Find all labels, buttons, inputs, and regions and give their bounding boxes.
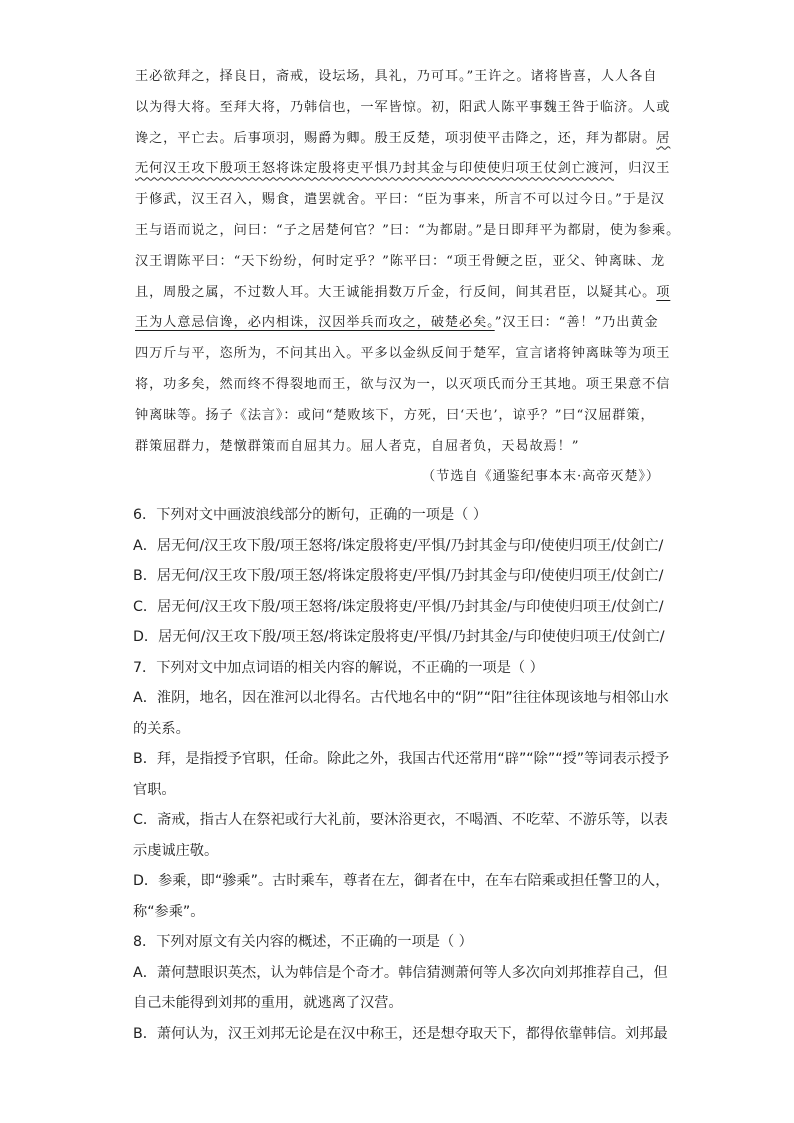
passage-line: 王与语而说之，问曰：“子之居楚何官？”曰：“为都尉。”是日即拜平为都尉，使为参乘。 xyxy=(135,222,681,238)
wavy-underlined-text: 无何汉王攻下殷项王怒将诛定殷将吏平惧乃封其金与印使使归项王仗剑亡渡河 xyxy=(135,161,614,177)
passage-line: 将，功多矣，然而终不得裂地而王，欲与汉为一，以灭项氏而分王其地。项王果意不信 xyxy=(135,376,671,392)
question-6-option-a: A．居无何/汉王攻下殷/项王怒将/诛定殷将吏/平惧/乃封其金与印/使使归项王/仗剑亡/ xyxy=(133,537,664,554)
passage-line: 以为得大将。至拜大将，乃韩信也，一军皆惊。初，阳武人陈平事魏王咎于临济。人或 xyxy=(135,99,671,115)
passage-line xyxy=(135,278,671,309)
passage-text: 谗之，平亡去。后事项羽，赐爵为卿。殷王反楚，项羽使平击降之，还，拜为都尉。 xyxy=(135,130,657,146)
passage-line: 群策屈群力，楚憞群策而自屈其力。屈人者克，自屈者负，天曷故焉！” xyxy=(135,438,580,454)
passage-line: 于修武，汉王召入，赐食，遣罢就舍。平曰：“臣为事来，所言不可以过今日。”于是汉 xyxy=(135,192,665,208)
question-6-option-d: D．居无何/汉王攻下殷/项王怒/将诛定殷将吏/平惧/乃封其金/与印使使归项王/仗剑亡/ xyxy=(133,629,665,645)
question-8-option-a-cont: 自己未能得到刘邦的重用，就逃离了汉营。 xyxy=(133,995,403,1011)
question-7-stem: 7．下列对文中加点词语的相关内容的解说，不正确的一项是（ ） xyxy=(133,659,544,676)
passage-line xyxy=(135,154,671,185)
question-7-option-b: B．拜，是指授予官职，任命。除此之外，我国古代还常用“辟”“除”“授”等词表示授予 xyxy=(133,751,670,767)
underlined-text: 项 xyxy=(656,284,671,300)
question-7-option-b-cont: 官职。 xyxy=(133,781,176,798)
question-7-option-c: C．斋戒，指古人在祭祀或行大礼前，要沐浴更衣，不喝酒、不吃荤、不游乐等，以表 xyxy=(133,812,668,828)
passage-text: ”汉王曰：“善！”乃出黄金 xyxy=(494,315,659,331)
passage-line: 钟离昧等。扬子《法言》：或问“楚败垓下，方死，曰‘天也’，谅乎？”曰“汉屈群策， xyxy=(135,407,655,423)
passage-line: 四万斤与平，恣所为，不问其出入。平多以金纵反间于楚军，宣言诸将钟离昧等为项王 xyxy=(135,346,671,362)
question-7-option-d: D．参乘，即“骖乘”。古时乘车，尊者在左，御者在中，在车右陪乘或担任警卫的人， xyxy=(133,873,670,889)
question-8-stem: 8．下列对原文有关内容的概述，不正确的一项是（ ） xyxy=(133,934,473,950)
underlined-text: 王为人意忌信谗，必内相诛，汉因举兵而攻之，破楚必矣。 xyxy=(135,315,495,331)
question-6-option-c: C．居无何/汉王攻下殷/项王怒将/诛定殷将吏/平惧/乃封其金/与印使使归项王/仗剑亡/ xyxy=(133,598,664,615)
passage-line xyxy=(135,308,660,339)
question-6-stem: 6．下列对文中画波浪线部分的断句，正确的一项是（ ） xyxy=(133,507,488,523)
question-8-option-b: B．萧何认为，汉王刘邦无论是在汉中称王，还是想夺取天下，都得依靠韩信。刘邦最 xyxy=(133,1025,668,1042)
question-6-option-b: B．居无何/汉王攻下殷/项王怒/将诛定殷将吏/平惧/乃封其金与印/使使归项王/仗剑亡/ xyxy=(133,568,664,584)
passage-line: 汉王谓陈平曰：“天下纷纷，何时定乎？”陈平曰：“项王骨鲠之臣，亚父、钟离昧、龙 xyxy=(135,253,666,269)
question-7-option-a: A．淮阴，地名，因在淮河以北得名。古代地名中的“阴”“阳”往往体现该地与相邻山水 xyxy=(133,690,669,706)
passage-text: ，归汉王 xyxy=(613,161,671,177)
passage-line: 王必欲拜之，择良日，斋戒，设坛场，具礼，乃可耳。”王许之。诸将皆喜，人人各自 xyxy=(135,69,658,84)
passage-line xyxy=(135,124,671,155)
classical-passage xyxy=(135,62,681,493)
question-7-option-d-cont: 称“参乘”。 xyxy=(133,903,205,920)
question-7-option-c-cont: 示虔诚庄敬。 xyxy=(133,842,219,859)
source-citation: （节选自《通鉴纪事本末·高帝灭楚》） xyxy=(422,469,660,485)
question-7-option-a-cont: 的关系。 xyxy=(133,720,190,737)
question-8-option-a: A．萧何慧眼识英杰，认为韩信是个奇才。韩信猜测萧何等人多次向刘邦推荐自己，但 xyxy=(133,964,668,981)
passage-text: 且，周殷之属，不过数人耳。大王诚能捐数万斤金，行反间，间其君臣，以疑其心。 xyxy=(135,284,657,300)
questions-section xyxy=(133,500,670,1049)
wavy-underlined-text: 居 xyxy=(656,130,671,146)
